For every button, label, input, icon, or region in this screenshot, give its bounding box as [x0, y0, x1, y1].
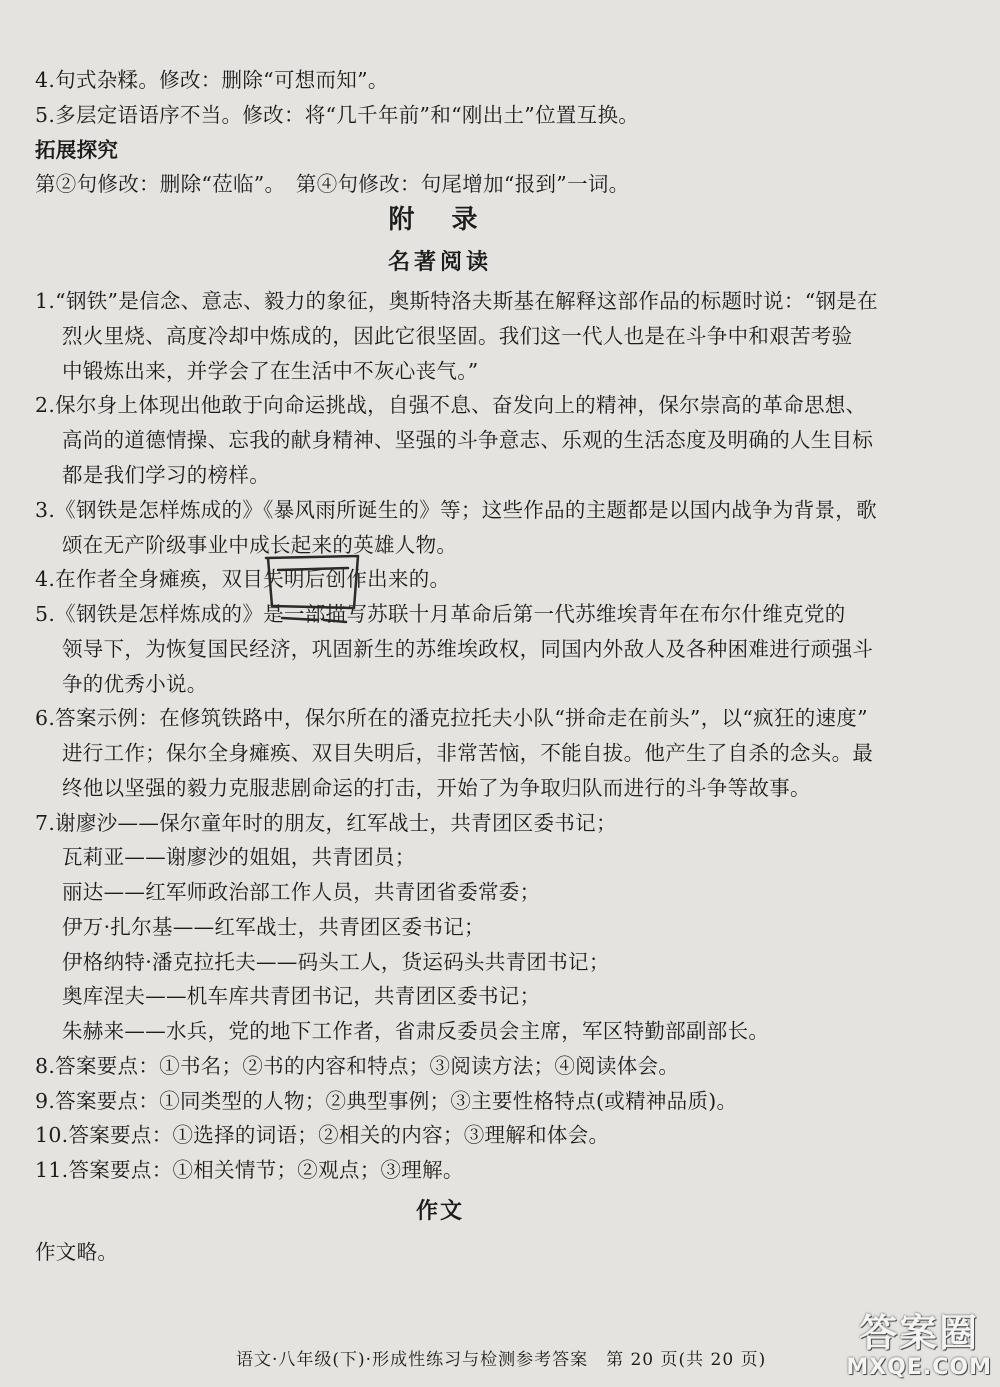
- classics-line: 都是我们学习的榜样。: [62, 463, 270, 487]
- expansion-text: 第②句修改：删除“莅临”。 第④句修改：句尾增加“报到”一词。: [35, 172, 630, 196]
- classics-line: 5.《钢铁是怎样炼成的》是一部描写苏联十月革命后第一代苏维埃青年在布尔什维克党的: [35, 602, 846, 626]
- section-title-composition: 作文: [415, 1199, 464, 1224]
- classics-line: 瓦莉亚——谢廖沙的姐姐，共青团员；: [62, 845, 416, 869]
- classics-line: 10.答案要点：①选择的词语；②相关的内容；③理解和体会。: [35, 1123, 610, 1147]
- composition-text: 作文略。: [35, 1240, 119, 1264]
- classics-line: 高尚的道德情操、忘我的献身精神、坚强的斗争意志、乐观的生活态度及明确的人生目标: [62, 428, 874, 452]
- classics-line: 9.答案要点：①同类型的人物；②典型事例；③主要性格特点(或精神品质)。: [35, 1089, 738, 1113]
- watermark-logo: [846, 1311, 992, 1381]
- expansion-heading: 拓展探究: [35, 138, 119, 162]
- classics-line: 2.保尔身上体现出他敢于向命运挑战，自强不息、奋发向上的精神，保尔崇高的革命思想、: [35, 393, 867, 417]
- classics-line: 伊格纳特·潘克拉托夫——码头工人，货运码头共青团书记；: [62, 950, 610, 974]
- classics-line: 颂在无产阶级事业中成长起来的英雄人物。: [62, 533, 458, 557]
- section-title-classics: 名著阅读: [387, 250, 492, 275]
- watermark-url: MXQE.COM: [846, 1355, 992, 1380]
- classics-line: 中锻炼出来，并学会了在生活中不灰心丧气。”: [62, 359, 479, 383]
- classics-line: 丽达——红军师政治部工作人员，共青团省委常委；: [62, 880, 541, 904]
- classics-line: 6.答案示例：在修筑铁路中，保尔所在的潘克拉托夫小队“拼命走在前头”，以“疯狂的速度”: [35, 706, 868, 730]
- answer-line-5: 5.多层定语语序不当。修改：将“几千年前”和“刚出土”位置互换。: [35, 103, 640, 127]
- classics-line: 朱赫来——水兵，党的地下工作者，省肃反委员会主席，军区特勤部副部长。: [62, 1019, 770, 1043]
- classics-line: 争的优秀小说。: [62, 672, 208, 696]
- classics-line: 4.在作者全身瘫痪，双目失明后创作出来的。: [35, 567, 451, 591]
- classics-line: 领导下，为恢复国民经济，巩固新生的苏维埃政权，同国内外敌人及各种困难进行顽强斗: [62, 637, 874, 661]
- classics-line: 3.《钢铁是怎样炼成的》《暴风雨所诞生的》等；这些作品的主题都是以国内战争为背景，歌: [35, 498, 877, 522]
- classics-line: 伊万·扎尔基——红军战士，共青团区委书记；: [62, 915, 485, 939]
- classics-line: 11.答案要点：①相关情节；②观点；③理解。: [35, 1158, 464, 1182]
- appendix-title: 附 录: [388, 205, 492, 235]
- classics-line: 进行工作；保尔全身瘫痪、双目失明后，非常苦恼，不能自拔。他产生了自杀的念头。最: [62, 741, 874, 765]
- classics-line: 烈火里烧、高度冷却中炼成的，因此它很坚固。我们这一代人也是在斗争中和艰苦考验: [62, 324, 853, 348]
- classics-line: 奥库涅夫——机车库共青团书记，共青团区委书记；: [62, 984, 541, 1008]
- classics-line: 终他以坚强的毅力克服悲剧命运的打击，开始了为争取归队而进行的斗争等故事。: [62, 776, 811, 800]
- answer-line-4: 4.句式杂糅。修改：删除“可想而知”。: [35, 68, 389, 92]
- classics-line: 1.“钢铁”是信念、意志、毅力的象征，奥斯特洛夫斯基在解释这部作品的标题时说：“钢是在: [35, 289, 878, 313]
- handwritten-scribble: [258, 548, 368, 658]
- classics-line: 7.谢廖沙——保尔童年时的朋友，红军战士，共青团区委书记；: [35, 811, 617, 835]
- page-footer: 语文·八年级(下)·形成性练习与检测参考答案 第 20 页(共 20 页): [236, 1350, 767, 1370]
- watermark-cn: 答案圈: [859, 1311, 980, 1355]
- classics-line: 8.答案要点：①书名；②书的内容和特点；③阅读方法；④阅读体会。: [35, 1054, 680, 1078]
